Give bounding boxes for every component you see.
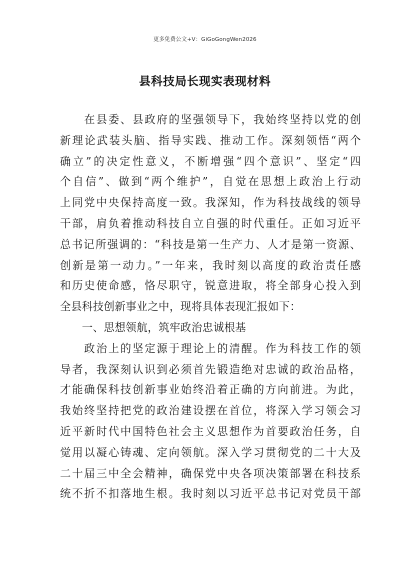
body-line: 在县委、县政府的坚强领导下，我始终坚持以党的创 [60,113,361,126]
body-line: 觉用以凝心铸魂、定向领航。深入学习贯彻党的二十大及 [60,445,361,459]
body-line: 新理论武装头脑、指导实践、推动工作。深刻领悟“两个 [60,133,361,147]
body-line: 才能确保科技创新事业始终沿着正确的方向前进。为此， [60,383,361,397]
document-title: 县科技局长现实表现材料 [139,74,271,88]
section-heading: 一、思想领航，筑牢政治忠诚根基 [60,320,247,334]
body-line: 政治上的坚定源于理论上的清醒。作为科技工作的领 [60,341,361,355]
body-line: 创新是第一动力。”一年来，我时刻以高度的政治责任感 [60,258,361,272]
body-line: 全县科技创新事业之中，现将具体表现汇报如下： [60,300,301,314]
body-line: 上同党中央保持高度一致。我深知，作为科技战线的领导 [60,196,361,210]
body-line: 统不折不扣落地生根。我时刻以习近平总书记对党员干部 [60,487,361,501]
header-note: 更多免费公文+V：GiGoGongWen2026 [153,37,257,43]
body-line: 近平新时代中国特色社会主义思想作为首要政治任务，自 [60,424,361,438]
body-line: 和历史使命感，恪尽职守，锐意进取，将全部身心投入到 [60,279,361,293]
body-line: 干部，肩负着推动科技自立自强的时代重任。正如习近平 [60,216,361,230]
body-line: 二十届三中全会精神，确保党中央各项决策部署在科技系 [60,466,361,480]
body-line: 我始终坚持把党的政治建设摆在首位，将深入学习领会习 [60,404,361,418]
body-line: 总书记所强调的：“科技是第一生产力、人才是第一资源、 [60,237,361,251]
document-body [60,110,361,505]
body-line: 确立”的决定性意义，不断增强“四个意识”、坚定“四 [60,154,361,168]
body-line: 个自信”、做到“两个维护”，自觉在思想上政治上行动 [60,175,361,189]
body-line: 导者，我深刻认识到必须首先锻造绝对忠诚的政治品格， [60,362,361,376]
